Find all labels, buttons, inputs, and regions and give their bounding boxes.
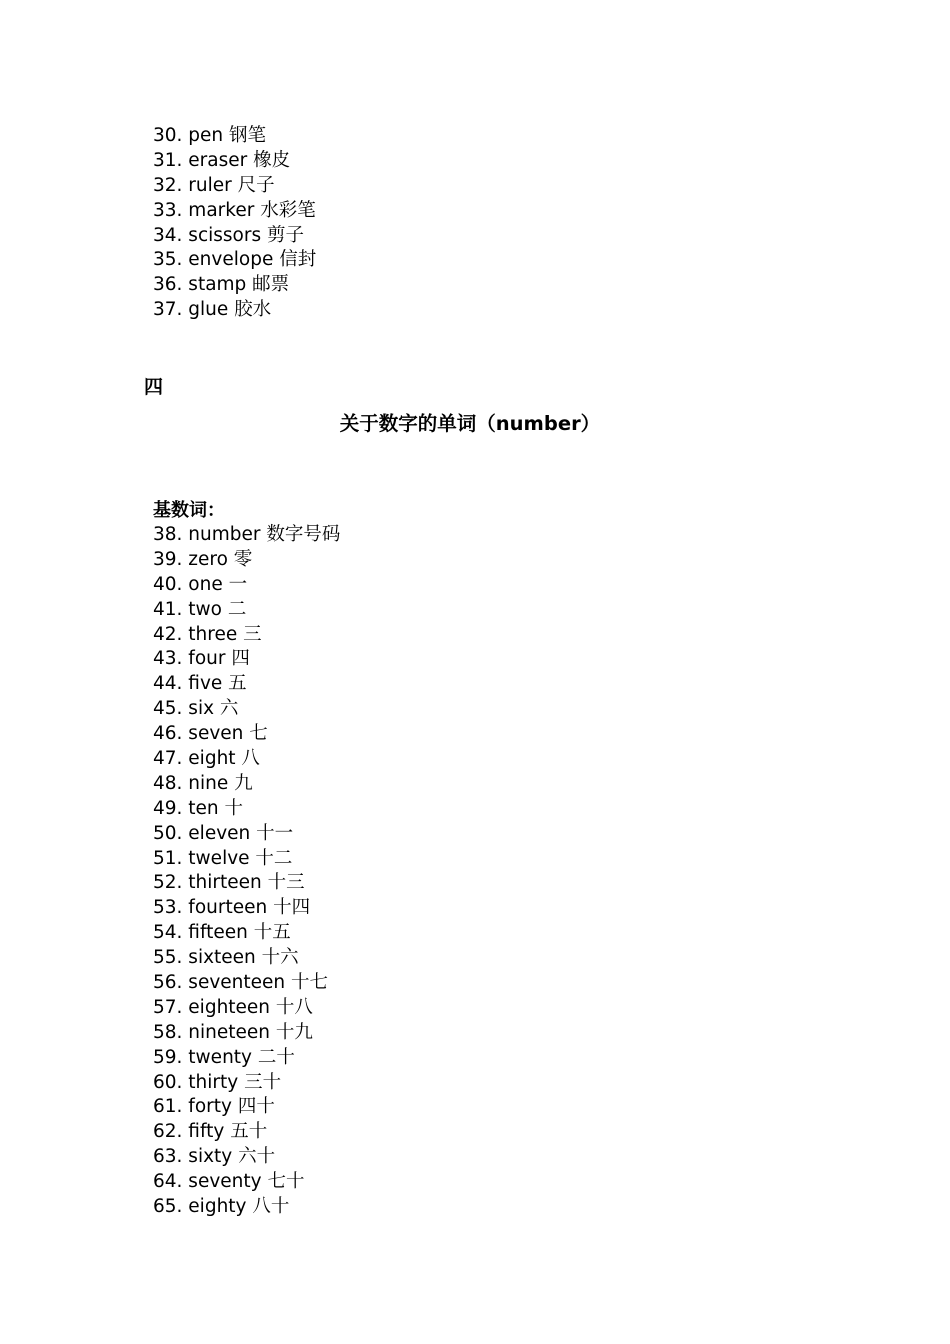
vocab-list-stationery [153, 124, 316, 323]
list-item: 62. fifty 五十 [153, 1121, 268, 1143]
list-item: 48. nine 九 [153, 772, 253, 794]
list-item: 64. seventy 七十 [153, 1171, 305, 1193]
list-item: 33. marker 水彩笔 [153, 199, 316, 221]
list-item: 65. eighty 八十 [153, 1196, 290, 1218]
list-item: 51. twelve 十二 [153, 847, 293, 869]
list-item: 63. sixty 六十 [153, 1146, 276, 1168]
list-item: 31. eraser 橡皮 [153, 149, 291, 171]
list-item: 56. seventeen 十七 [153, 972, 329, 994]
list-item: 41. two 二 [153, 598, 247, 620]
list-item: 35. envelope 信封 [153, 249, 317, 271]
list-item: 36. stamp 邮票 [153, 274, 290, 296]
list-item: 40. one 一 [153, 573, 248, 595]
list-item: 52. thirteen 十三 [153, 872, 305, 894]
list-item: 46. seven 七 [153, 723, 268, 745]
section-title: 关于数字的单词（number） [339, 412, 601, 435]
list-item: 58. nineteen 十九 [153, 1021, 313, 1043]
list-item: 57. eighteen 十八 [153, 996, 313, 1018]
list-item: 43. four 四 [153, 648, 250, 670]
list-item: 55. sixteen 十六 [153, 947, 299, 969]
list-item: 60. thirty 三十 [153, 1071, 282, 1093]
list-item: 32. ruler 尺子 [153, 174, 275, 196]
sub-heading-cardinal: 基数词： [153, 500, 225, 521]
list-item: 37. glue 胶水 [153, 299, 272, 321]
list-item: 61. forty 四十 [153, 1096, 275, 1118]
list-item: 38. number 数字号码 [153, 524, 341, 545]
list-item: 59. twenty 二十 [153, 1046, 295, 1068]
list-item: 54. fifteen 十五 [153, 922, 291, 944]
list-item: 30. pen 钢笔 [153, 125, 267, 146]
list-item: 42. three 三 [153, 623, 262, 645]
section-number: 四 [144, 376, 164, 398]
vocab-list-numbers [153, 523, 340, 1220]
list-item: 45. six 六 [153, 698, 239, 720]
list-item: 34. scissors 剪子 [153, 224, 304, 246]
list-item: 47. eight 八 [153, 748, 260, 770]
list-item: 50. eleven 十一 [153, 822, 294, 844]
list-item: 53. fourteen 十四 [153, 897, 311, 919]
list-item: 49. ten 十 [153, 797, 244, 819]
list-item: 44. five 五 [153, 673, 247, 695]
list-item: 39. zero 零 [153, 548, 253, 570]
